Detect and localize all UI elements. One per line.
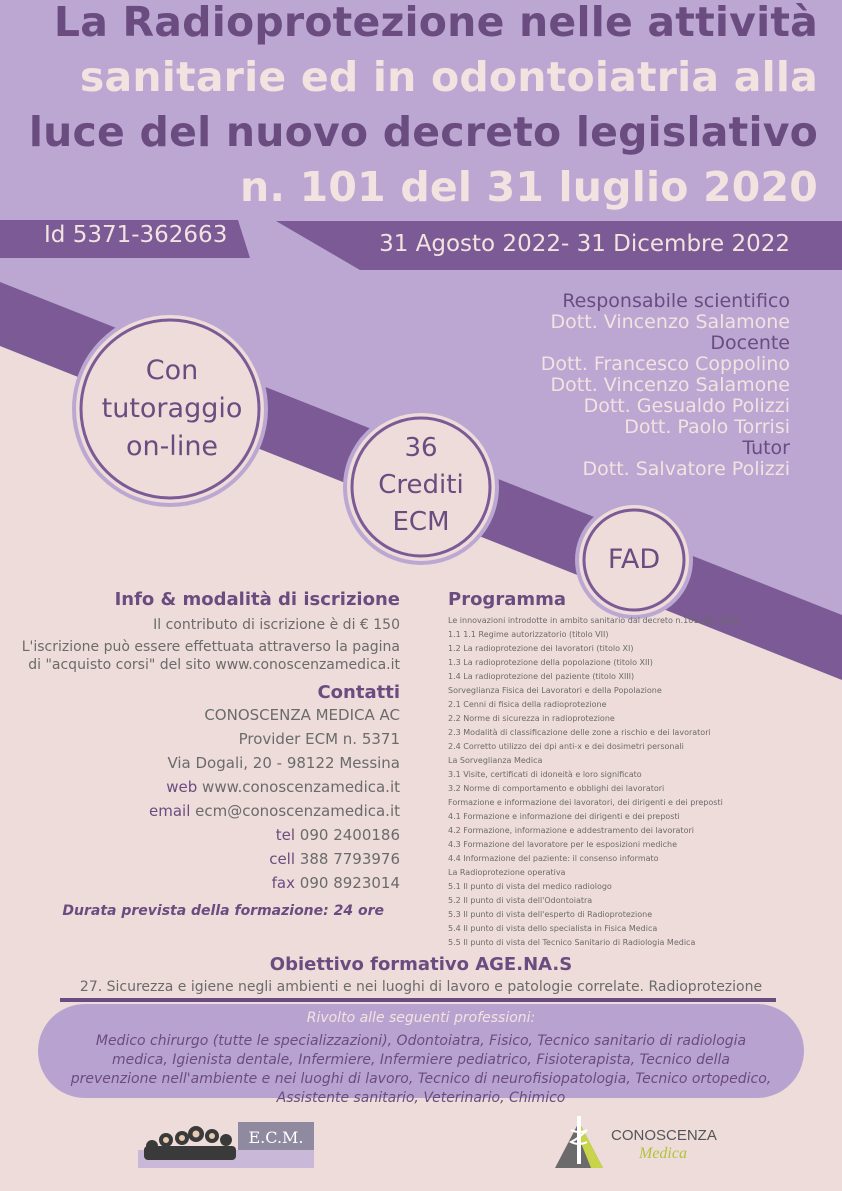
address: Via Dogali, 20 - 98122 Messina — [167, 754, 400, 772]
tel-label: tel — [275, 826, 296, 844]
staff-list — [541, 291, 790, 480]
email-row — [0, 799, 400, 823]
teacher-role: Docente — [710, 332, 790, 354]
program-item: 1.3 La radioprotezione della popolazione (titolo XII) — [448, 658, 653, 667]
teacher-person: Dott. Gesualdo Polizzi — [583, 395, 790, 417]
web-link[interactable]: www.conoscenzamedica.it — [202, 778, 400, 796]
cell-row — [0, 847, 400, 871]
duration-text: Durata prevista della formazione: 24 ore — [62, 903, 384, 919]
program-section — [448, 589, 828, 950]
course-id: Id 5371-362663 — [44, 222, 228, 248]
fax-number: 090 8923014 — [299, 874, 400, 892]
program-item: 3.1 Visite, certificati di idoneità e loro significato — [448, 770, 642, 779]
tutoring-line: on-line — [125, 431, 219, 462]
tutoring-badge — [88, 352, 256, 466]
web-label: web — [166, 778, 198, 796]
scientific-person: Dott. Vincenzo Salamone — [550, 311, 790, 333]
program-item: 2.4 Corretto utilizzo dei dpi anti-x e dei dosimetri personali — [448, 742, 684, 751]
course-dates: 31 Agosto 2022- 31 Dicembre 2022 — [379, 231, 790, 257]
email-label: email — [149, 802, 191, 820]
tutoring-line: tutoraggio — [101, 393, 243, 424]
audience-text: Medico chirurgo (tutte le specializzazioni), Odontoiatra, Fisico, Tecnico sanitario di radiologia medica, Igienista dentale, Infermiere, Infermiere pediatrico, Fisioterapista, Tecnico della prevenzione nell'ambiente e nei luoghi di lavoro, Tecnico di neurofisiopatologia, Tecnico ortopedico, Assistente sanitario, Veterinario, Chimico — [70, 1033, 772, 1106]
contacts-heading: Contatti — [317, 682, 400, 703]
program-item: 1.1 1.1 Regime autorizzatorio (titolo VII) — [448, 630, 609, 639]
program-item: 1.2 La radioprotezione dei lavoratori (titolo XI) — [448, 644, 634, 653]
title-line-2: sanitarie ed in odontoiatria alla — [79, 53, 818, 101]
enroll-text-2: di "acquisto corsi" del sito www.conoscenzamedica.it — [28, 657, 400, 673]
program-item: La Sorveglianza Medica — [448, 756, 543, 765]
program-item: 2.2 Norme di sicurezza in radioprotezione — [448, 714, 615, 723]
credits-line: ECM — [392, 507, 450, 537]
tutoring-line: Con — [145, 355, 199, 386]
program-item: Sorveglianza Fisica dei Lavoratori e della Popolazione — [448, 686, 662, 695]
program-item: Formazione e informazione dei lavoratori, dei dirigenti e dei preposti — [448, 798, 723, 807]
cell-label: cell — [269, 850, 296, 868]
provider-number: Provider ECM n. 5371 — [238, 730, 400, 748]
objective-text: 27. Sicurezza e igiene negli ambienti e nei luoghi di lavoro e patologie correlate. Radioprotezione — [79, 979, 763, 995]
tutor-role: Tutor — [742, 437, 790, 459]
program-item: 4.3 Formazione del lavoratore per le esposizioni mediche — [448, 840, 678, 849]
program-item: Le innovazioni introdotte in ambito sanitario dal decreto n.101 del. 2020 — [448, 616, 739, 625]
cm-logo-text-2: Medica — [639, 1145, 687, 1162]
fax-label: fax — [271, 874, 296, 892]
credits-badge — [356, 430, 486, 541]
ecm-logo — [138, 1116, 314, 1168]
program-item: 1.4 La radioprotezione del paziente (titolo XIII) — [448, 672, 635, 681]
program-item: 2.1 Cenni di fisica della radioprotezione — [448, 700, 607, 709]
title-line-4: n. 101 del 31 luglio 2020 — [240, 163, 818, 211]
program-item: 5.3 Il punto di vista dell'esperto di Radioprotezione — [448, 910, 653, 919]
teacher-person: Dott. Vincenzo Salamone — [550, 374, 790, 396]
objective-divider — [60, 998, 776, 1002]
program-item: 4.4 Informazione del paziente: il consenso informato — [448, 854, 659, 863]
conoscenza-medica-logo — [555, 1112, 735, 1172]
cm-logo-text-1: CONOSCENZA — [611, 1127, 717, 1144]
scientific-role: Responsabile scientifico — [562, 290, 790, 312]
info-heading: Info & modalità di iscrizione — [114, 589, 400, 610]
cell-number: 388 7793976 — [299, 850, 400, 868]
teacher-person: Dott. Paolo Torrisi — [624, 416, 790, 438]
ecm-logo-text: E.C.M. — [248, 1128, 304, 1147]
teacher-person: Dott. Francesco Coppolino — [540, 353, 790, 375]
fad-badge: FAD — [607, 544, 661, 575]
info-section — [0, 589, 400, 919]
credits-line: Crediti — [378, 470, 464, 500]
program-item: 4.2 Formazione, informazione e addestramento dei lavoratori — [448, 826, 694, 835]
web-row — [0, 775, 400, 799]
program-item: 5.5 Il punto di vista del Tecnico Sanitario di Radiologia Medica — [448, 938, 696, 947]
fee-text: Il contributo di iscrizione è di € 150 — [153, 617, 400, 633]
program-item: 5.1 Il punto di vista del medico radiologo — [448, 882, 612, 891]
program-item: 4.1 Formazione e informazione dei dirigenti e dei preposti — [448, 812, 680, 821]
email-link[interactable]: ecm@conoscenzamedica.it — [195, 802, 400, 820]
fax-row — [0, 871, 400, 895]
program-item: 5.4 Il punto di vista dello specialista in Fisica Medica — [448, 924, 658, 933]
objective-title: Obiettivo formativo AGE.NA.S — [269, 954, 573, 975]
company-name: CONOSCENZA MEDICA AC — [204, 706, 400, 724]
program-item: La Radioprotezione operativa — [448, 868, 566, 877]
tel-row — [0, 823, 400, 847]
tel-number: 090 2400186 — [299, 826, 400, 844]
title-line-3: luce del nuovo decreto legislativo — [28, 108, 818, 156]
audience-box — [38, 1004, 804, 1106]
credits-line: 36 — [404, 433, 438, 463]
program-heading: Programma — [448, 589, 567, 610]
program-item: 2.3 Modalità di classificazione delle zone a rischio e dei lavoratori — [448, 728, 711, 737]
program-item: 5.2 Il punto di vista dell'Odontoiatra — [448, 896, 593, 905]
enroll-text-1: L'iscrizione può essere effettuata attraverso la pagina — [21, 639, 400, 655]
program-item: 3.2 Norme di comportamento e obblighi dei lavoratori — [448, 784, 665, 793]
audience-title: Rivolto alle seguenti professioni: — [306, 1010, 536, 1026]
tutor-person: Dott. Salvatore Polizzi — [582, 458, 790, 480]
title-line-1: La Radioprotezione nelle attività — [53, 0, 818, 46]
program-list — [448, 614, 828, 950]
